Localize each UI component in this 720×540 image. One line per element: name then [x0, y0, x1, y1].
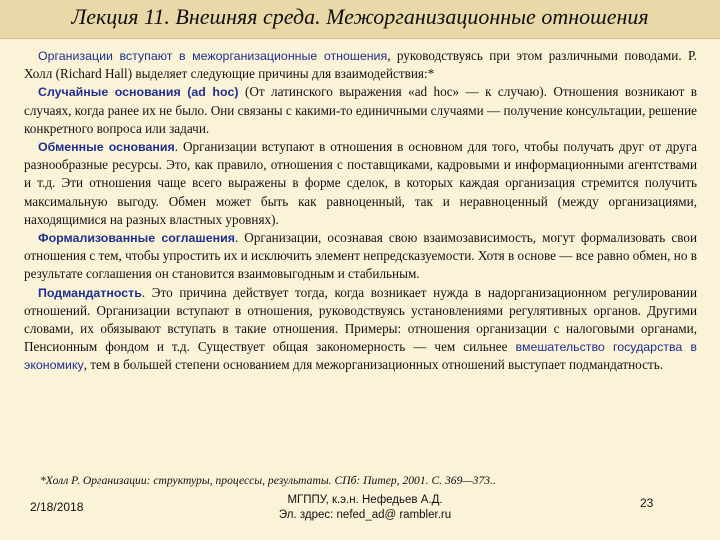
footer-author: [240, 493, 490, 523]
paragraph-exchange: [24, 138, 697, 229]
link-state-intervention: вмешательство государства в экономику: [24, 340, 697, 373]
text-formal: . Организации, осознавая свою взаимозависимость, могут формализовать свои отношения с тем, чтобы упростить их и исключить элемент непредсказуемости. Хотя в основе — все равно обмен, но в результате соглашения он становится взаимовыгодным и стабильным.: [24, 230, 698, 282]
term-formal: Формализованные соглашения: [38, 231, 235, 246]
author-line-1: МГППУ, к.э.н. Нефедьев А.Д.: [287, 494, 443, 506]
text-exchange: . Организации вступают в отношения в основном для того, чтобы получать друг от друга разнообразные ресурсы. Это, как правило, отношения с поставщиками, кадровыми и информационными агентствами и т.д. Эти отношения чаще всего выражены в форме сделок, в которых каждая организация стремится получить максимальную выгоду. Обмен может быть как равноценный, так и неравноценный (между организациями, находящимися на разных властных уровнях).: [24, 139, 697, 227]
paragraph-intro: [24, 47, 697, 83]
paragraph-subordination: [24, 284, 697, 375]
paragraph-formal: [24, 229, 697, 284]
author-line-2: Эл. здрес: nefed_ad@ rambler.ru: [278, 509, 452, 521]
text-subordination-a: . Это причина действует тогда, когда возникает нужда в надорганизационном регулировании отношений. Организации вступают в отношения, руководствуясь установлениями регулятивных органов. Другими словами, их обязывают вступать в такие отношения. Примеры: отношения организации с налоговыми органами, Пенсионным фондом и т.д. Существует общая закономерность — чем сильнее: [24, 284, 697, 355]
paragraph-adhoc: [24, 83, 697, 138]
footnote: *Холл Р. Организации: структуры, процессы, результаты. СПб: Питер, 2001. С. 369—373..: [40, 474, 496, 487]
slide-title: Лекция 11. Внешняя среда. Межорганизационные отношения: [71, 4, 649, 29]
term-subordination: Подмандатность: [38, 285, 142, 300]
term-exchange: Обменные основания: [38, 140, 175, 155]
text-adhoc: (От латинского выражения «ad hoc» — к случаю). Отношения возникают в случаях, когда ранее их не было. Они связаны с какими-то единичными случаями — получение консультации, решение конкретного вопроса или задачи.: [24, 84, 697, 136]
text-intro: , руководствуясь при этом различными поводами. Р. Холл (Richard Hall) выделяет следующие причины для взаимодействия:*: [24, 48, 697, 82]
footer-date: 2/18/2018: [30, 500, 84, 514]
page-number: 23: [640, 496, 654, 510]
term-adhoc: Случайные основания (ad hoc): [38, 85, 239, 100]
term-intro: Организации вступают в межорганизационные отношения: [38, 49, 388, 63]
text-subordination-b: , тем в большей степени основанием для межорганизационных отношений выступает подмандатность.: [83, 357, 664, 373]
slide-body: [24, 47, 697, 375]
